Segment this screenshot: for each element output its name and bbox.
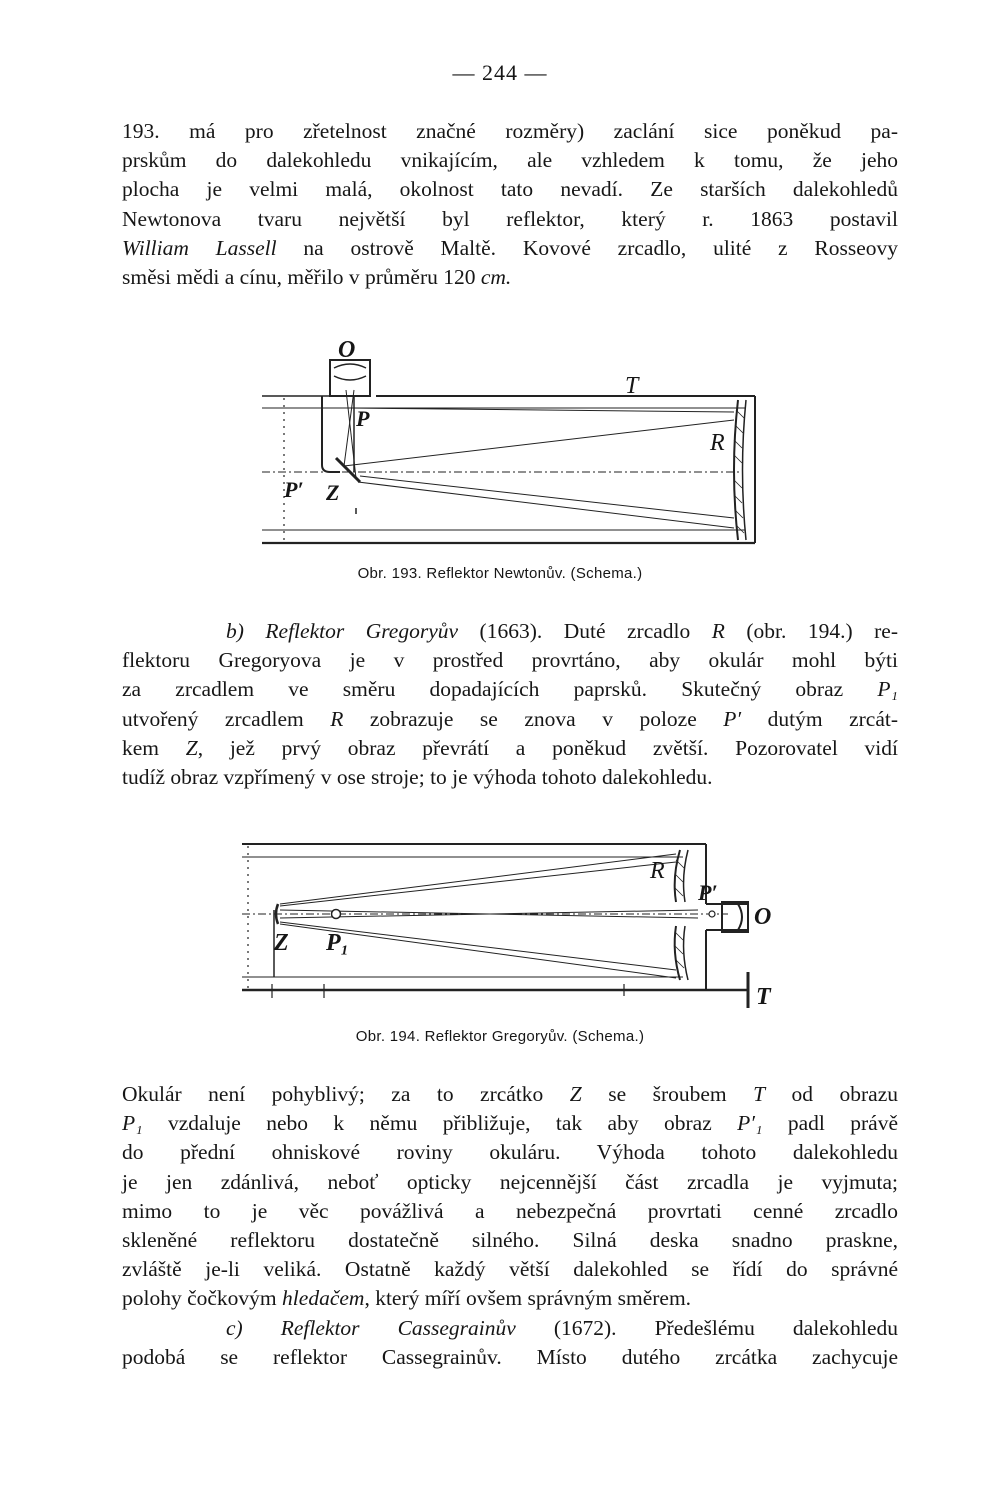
paragraph-gregory-continued	[122, 1080, 898, 1314]
text-line	[122, 1284, 898, 1313]
label-flat-mirror-z: Z	[326, 480, 340, 505]
text-fragment: (obr. 194.) re-	[724, 619, 899, 643]
text-line	[122, 1314, 898, 1343]
symbol: Z	[185, 735, 198, 760]
text-fragment: na ostrově Maltě. Kovové zrcadlo, ulité z Rosseovy	[276, 235, 898, 260]
text-line: flektoru Gregoryova je v prostřed provrtáno, aby okulár mohl býti	[122, 648, 898, 673]
paragraph-cassegrain	[122, 1314, 898, 1372]
symbol: Z	[569, 1082, 582, 1106]
text-line: skleněné reflektoru dostatečně silného. Silná deska snadno praskne,	[122, 1228, 898, 1253]
text-line: plocha je velmi malá, okolnost tato nevadí. Ze starších dalekohledů	[122, 177, 898, 202]
page-number: — 244 —	[452, 60, 548, 85]
text-line: tudíž obraz vzpřímený v ose stroje; to je výhoda tohoto dalekohledu.	[122, 765, 713, 790]
text-fragment: , který míří ovšem správným směrem.	[364, 1286, 692, 1311]
label-eyepiece-o: O	[338, 337, 356, 363]
symbol: P′₁	[737, 1111, 763, 1136]
figure-193-newton-reflector	[250, 330, 770, 555]
text-line: Newtonova tvaru největší byl reflektor, který r. 1863 postavil	[122, 206, 898, 231]
text-line	[122, 234, 898, 263]
list-marker: c)	[226, 1316, 281, 1340]
figure-194-caption: Obr. 194. Reflektor Gregoryův. (Schema.)	[355, 1028, 645, 1045]
text-fragment: utvořený zrcadlem	[122, 706, 331, 731]
text-fragment: (1672). Předešlému dalekohledu	[515, 1316, 898, 1340]
figure-194-gregory-reflector	[228, 832, 788, 1012]
symbol: R	[330, 706, 344, 731]
text-line	[122, 263, 898, 292]
text-line: prskům do dalekohledu vnikajícím, ale vzhledem k tomu, že jeho	[122, 148, 898, 173]
text-line: mimo to je věc povážlivá a nebezpečná provrtati cenné zrcadlo	[122, 1198, 898, 1223]
paragraph-newton-continued	[122, 117, 898, 292]
label-image-p-prime: P′	[284, 477, 304, 502]
figure-193-caption: Obr. 193. Reflektor Newtonův. (Schema.)	[357, 565, 643, 582]
text-line: do přední ohniskové roviny okuláru. Výhoda tohoto dalekohledu	[122, 1140, 898, 1165]
text-line	[122, 1109, 898, 1138]
text-line: zvláště je-li veliká. Ostatně každý větší dalekohled se řídí do správné	[122, 1257, 898, 1282]
label-mirror-r: R	[710, 430, 725, 456]
text-fragment: polohy čočkovým	[122, 1286, 283, 1311]
text-fragment: (1663). Duté zrcadlo	[458, 619, 712, 643]
section-title: Reflektor Cassegrainův	[280, 1316, 516, 1340]
text-line	[122, 1080, 898, 1109]
person-name: William Lassell	[122, 235, 277, 260]
text-fragment: se šroubem	[581, 1082, 754, 1106]
label-image-p-prime: P′	[698, 880, 718, 905]
text-fragment: , jež prvý obraz převrátí a poněkud zvětší. Pozorovatel vidí	[197, 735, 898, 760]
label-mirror-r: R	[650, 858, 665, 884]
section-title: Reflektor Gregoryův	[265, 619, 459, 643]
label-secondary-mirror-z: Z	[274, 930, 289, 956]
unit: cm.	[480, 265, 512, 290]
text-fragment: směsi mědi a cínu, měřilo v průměru 120	[122, 265, 481, 290]
symbol: R	[711, 619, 725, 643]
text-fragment: Okulár není pohyblivý; za to zrcátko	[122, 1082, 570, 1106]
list-marker: b)	[226, 619, 266, 643]
text-fragment: zobrazuje se znova v poloze	[343, 706, 724, 731]
text-fragment: dutým zrcát-	[741, 706, 898, 731]
label-eyepiece-o: O	[754, 904, 772, 930]
text-fragment: od obrazu	[765, 1082, 898, 1106]
text-line	[122, 734, 898, 763]
text-fragment: za zrcadlem ve směru dopadajících paprsků. Skutečný obraz	[122, 677, 878, 702]
text-fragment: kem	[122, 735, 186, 760]
label-image-p1: P₁	[326, 930, 350, 956]
symbol: P₁	[122, 1111, 143, 1136]
text-line: 193. má pro zřetelnost značné rozměry) zaclání sice poněkud pa-	[122, 119, 898, 143]
label-tube-t: T	[625, 373, 639, 399]
symbol: T	[753, 1082, 766, 1106]
symbol: P′	[723, 706, 742, 731]
text-line	[122, 675, 898, 704]
text-line	[122, 617, 898, 646]
text-line: je jen zdánlivá, neboť opticky nejcennější část zrcadla je vyjmuta;	[122, 1169, 898, 1194]
label-screw-t: T	[756, 984, 771, 1010]
label-image-p: P	[356, 406, 370, 431]
text-fragment: padl právě	[762, 1111, 899, 1136]
paragraph-gregory	[122, 617, 898, 792]
term: hledačem	[282, 1286, 365, 1311]
text-line: podobá se reflektor Cassegrainův. Místo dutého zrcátka zachycuje	[122, 1345, 898, 1370]
text-fragment: vzdaluje nebo k němu přibližuje, tak aby obraz	[142, 1111, 738, 1136]
text-line	[122, 705, 898, 734]
symbol: P₁	[877, 677, 898, 702]
